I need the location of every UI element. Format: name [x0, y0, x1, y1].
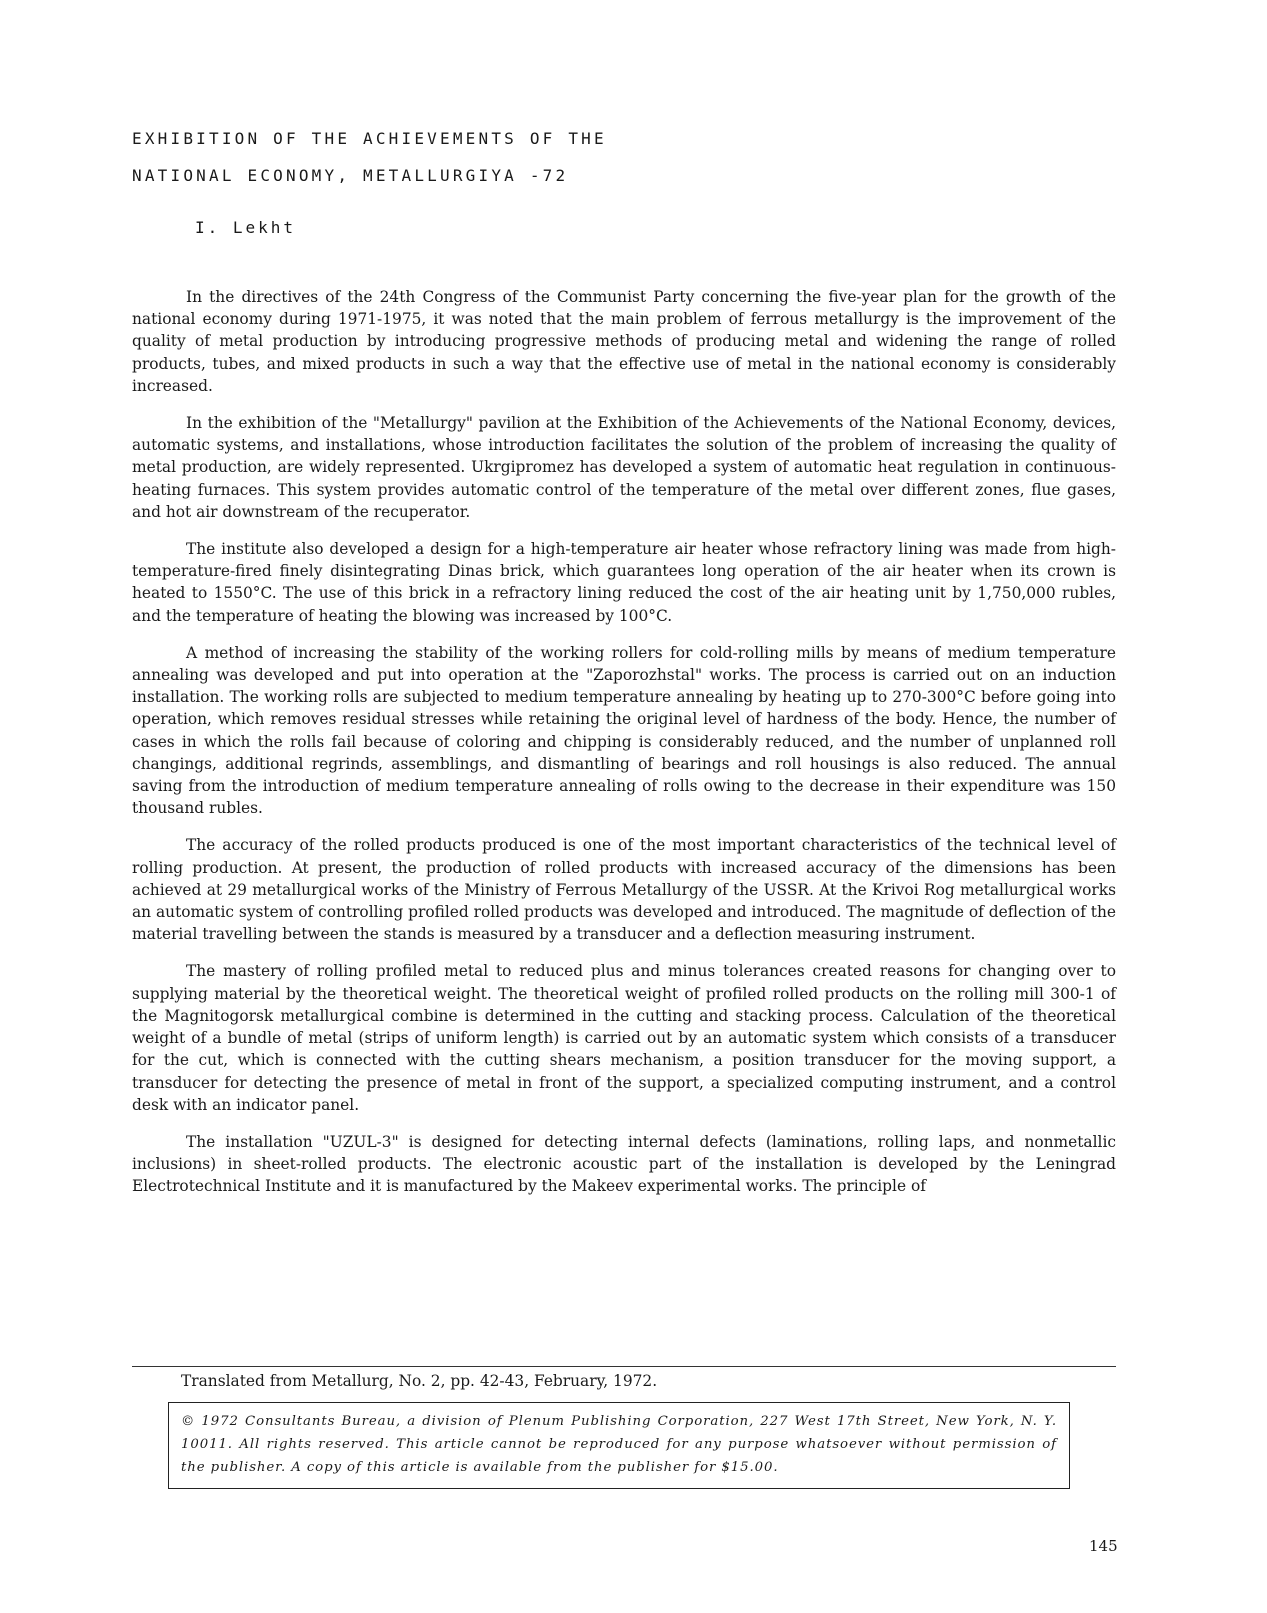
body-paragraph-3: The institute also developed a design for a high-temperature air heater whose refractory lining was made from high-temperature-fired finely disintegrating Dinas brick, which guarantees long operation of the air heater when its crown is heated to 1550°C. The use of this brick in a refractory lining reduced the cost of the air heating unit by 1,750,000 rubles, and the temperature of heating the blowing was increased by 100°C. [132, 540, 1116, 625]
copyright-notice: © 1972 Consultants Bureau, a division of Plenum Publishing Corporation, 227 West 17th Street, New York, N. Y. 10011. All rights reserved. This article cannot be reproduced for any purpose whatsoever without permission of the publisher. A copy of this article is available from the publisher for $15.00. [168, 1402, 1070, 1489]
body-paragraph-4: A method of increasing the stability of the working rollers for cold-rolling mills by means of medium temperature annealing was developed and put into operation at the "Zaporozhstal" works. The process is carried out on an induction installation. The working rolls are subjected to medium temperature annealing by heating up to 270-300°C before going into operation, which removes residual stresses while retaining the original level of hardness of the body. Hence, the number of cases in which the rolls fail because of coloring and chipping is considerably reduced, and the number of unplanned roll changings, additional regrinds, assemblings, and dismantling of bearings and roll housings is also reduced. The annual saving from the introduction of medium temperature annealing of rolls owing to the decrease in their expenditure was 150 thousand rubles. [132, 643, 1116, 818]
article-body [132, 286, 1116, 1213]
footnote-divider [132, 1366, 1116, 1367]
body-paragraph-1: In the directives of the 24th Congress of the Communist Party concerning the five-year plan for the growth of the national economy during 1971-1975, it was noted that the main problem of ferrous metallurgy is the improvement of the quality of metal production by introducing progressive methods of producing metal and widening the range of rolled products, tubes, and mixed products in such a way that the effective use of metal in the national economy is considerably increased. [132, 288, 1116, 395]
article-title-line-2: NATIONAL ECONOMY, METALLURGIYA -72 [132, 166, 569, 185]
body-paragraph-2: In the exhibition of the "Metallurgy" pavilion at the Exhibition of the Achievements of the National Economy, devices, automatic systems, and installations, whose introduction facilitates the solution of the problem of increasing the quality of metal production, are widely represented. Ukrgipromez has developed a system of automatic heat regulation in continuous-heating furnaces. This system provides automatic control of the temperature of the metal over different zones, flue gases, and hot air downstream of the recuperator. [132, 414, 1116, 521]
body-paragraph-6: The mastery of rolling profiled metal to reduced plus and minus tolerances created reasons for changing over to supplying material by the theoretical weight. The theoretical weight of profiled rolled products on the rolling mill 300-1 of the Magnitogorsk metallurgical combine is determined in the cutting and stacking process. Calculation of the theoretical weight of a bundle of metal (strips of uniform length) is carried out by an automatic system which consists of a transducer for the cut, which is connected with the cutting shears mechanism, a position transducer for the moving support, a transducer for detecting the presence of metal in front of the support, a specialized computing instrument, and a control desk with an indicator panel. [132, 962, 1116, 1114]
body-paragraph-5: The accuracy of the rolled products produced is one of the most important characteristics of the technical level of rolling production. At present, the production of rolled products with increased accuracy of the dimensions has been achieved at 29 metallurgical works of the Ministry of Ferrous Metallurgy of the USSR. At the Krivoi Rog metallurgical works an automatic system of controlling profiled rolled products was developed and introduced. The magnitude of deflection of the material travelling between the stands is measured by a transducer and a deflection measuring instrument. [132, 836, 1116, 944]
page-number: 145 [1089, 1537, 1118, 1555]
author-name: I. Lekht [195, 218, 297, 237]
body-paragraph-7: The installation "UZUL-3" is designed for detecting internal defects (laminations, rolling laps, and nonmetallic inclusions) in sheet-rolled products. The electronic acoustic part of the installation is developed by the Leningrad Electrotechnical Institute and it is manufactured by the Makeev experimental works. The principle of [132, 1132, 1116, 1196]
translation-source-note: Translated from Metallurg, No. 2, pp. 42-43, February, 1972. [181, 1372, 658, 1390]
article-title-line-1: EXHIBITION OF THE ACHIEVEMENTS OF THE [132, 129, 607, 148]
